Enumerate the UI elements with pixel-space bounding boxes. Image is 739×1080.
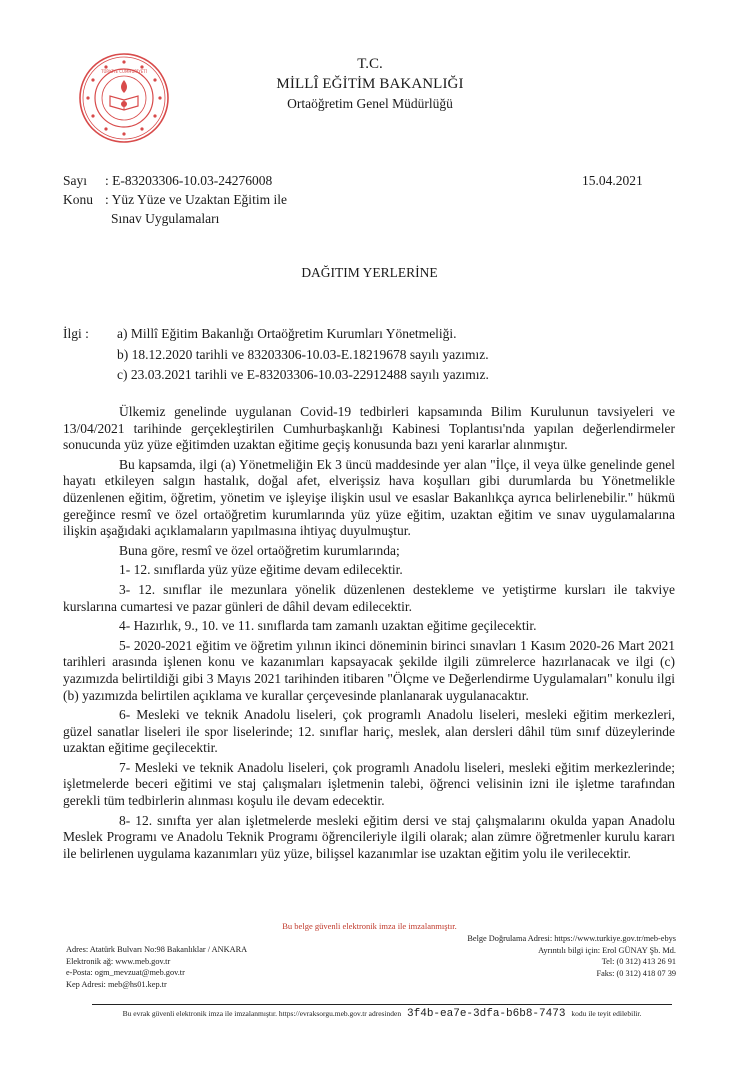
verify-prefix: Bu evrak güvenli elektronik imza ile imzalanmıştır. https://evraksorgu.meb.gov.tr adresinden: [122, 1009, 402, 1018]
reference-text: b) 18.12.2020 tarihli ve 83203306-10.03-E.18219678 sayılı yazımız.: [117, 346, 489, 362]
body-paragraph: 1- 12. sınıflarda yüz yüze eğitime devam edilecektir.: [119, 562, 403, 578]
references: [63, 324, 489, 386]
footer-fax: Faks: (0 312) 418 07 39: [596, 968, 676, 978]
body-paragraph: 6- Mesleki ve teknik Anadolu liseleri, çok programlı Anadolu liseleri, mesleki eğitim merkezleri, güzel sanatlar liseleri ile spor liselerinde; 12. sınıflar hariç, meslek, alan dersleri dâhil tüm sınıf düzeylerinde uzaktan eğitime geçilecektir.: [63, 707, 675, 756]
letterhead-ministry: MİLLÎ EĞİTİM BAKANLIĞI: [276, 76, 464, 92]
konu-indent: [63, 209, 105, 228]
letterhead: [220, 55, 520, 113]
body-paragraph: 4- Hazırlık, 9., 10. ve 11. sınıflarda tam zamanlı uzaktan eğitime geçilecektir.: [119, 618, 537, 634]
references-label: İlgi :: [63, 326, 89, 341]
body-paragraph: 5- 2020-2021 eğitim ve öğretim yılının ikinci döneminin birinci sınavları 1 Kasım 2020-26 Mart 2021 tarihleri arasında işlenen konu ve kazanımları kapsayacak şekilde ilgili zümrelerce hazırlanacak ve ilgi (c) yazımızda belirtildiği gibi 3 Mayıs 2021 tarihinden itibaren "Ölçme ve Değerlendirme Uygulamaları" konulu ilgi (b) yazımızda belirtilen açıklama ve kurallar çerçevesinde planlanarak uygulanacaktır.: [63, 637, 675, 703]
body-paragraph: Bu kapsamda, ilgi (a) Yönetmeliğin Ek 3 üncü maddesinde yer alan "İlçe, il veya ülke genelinde genel hayatı etkileyen salgın hastalık, doğal afet, elverişsiz hava koşulları gibi durumlarda bu Yönetmelikle düzenlenen eğitim, öğretim, yönetim ve işleyişe ilişkin usul ve esaslar Bakanlıkça ayrıca belirlenebilir." hükmü gereğince resmî ve özel ortaöğretim kurumlarında yüz yüze eğitim, uzaktan eğitim ve sınav uygulamalarına ilişkin aşağıdaki açıklamaların yapılmasına ihtiyaç duyulmuştur.: [63, 456, 675, 539]
footer-website[interactable]: Elektronik ağ: www.meb.gov.tr: [66, 956, 171, 966]
letterhead-tc: T.C.: [357, 56, 383, 72]
letter-body: [63, 404, 675, 865]
footer-contact-person: Ayrıntılı bilgi için: Erol GÜNAY Şb. Md.: [538, 945, 676, 955]
svg-text:TÜRKİYE CUMHURİYETİ: TÜRKİYE CUMHURİYETİ: [101, 69, 147, 74]
references-indent: [63, 365, 117, 386]
footer-contact-right: [467, 933, 676, 979]
konu-value-line2: Sınav Uygulamaları: [111, 211, 220, 226]
ministry-seal-icon: [78, 52, 170, 144]
footer-kep: Kep Adresi: meb@hs01.kep.tr: [66, 979, 167, 989]
references-indent: [63, 345, 117, 366]
verify-suffix: kodu ile teyit edilebilir.: [571, 1009, 642, 1018]
footer-address: Adres: Atatürk Bulvarı No:98 Bakanlıklar / ANKARA: [66, 945, 248, 954]
konu-row: [63, 190, 287, 209]
ministry-seal-logo: [78, 52, 170, 144]
konu-row-2: [63, 209, 287, 228]
footer-contact-left: [66, 933, 247, 990]
reference-text: c) 23.03.2021 tarihli ve E-83203306-10.03-22912488 sayılı yazımız.: [117, 367, 489, 382]
body-paragraph: 8- 12. sınıfta yer alan işletmelerde mesleki eğitim dersi ve staj çalışmalarını okulda yapan Anadolu Meslek Programı ve Anadolu Teknik Programı öğrencileriyle ilgili olarak; alan zümre öğretmenler kurulu kararı ile belirlenen uygulama kazanımları yüz yüze, bilişsel kazanımlar ise uzaktan eğitim yolu ile verilecektir.: [63, 812, 675, 861]
konu-value: : Yüz Yüze ve Uzaktan Eğitim ile: [105, 192, 287, 207]
document-date: 15.04.2021: [582, 173, 643, 188]
sayi-value: : E-83203306-10.03-24276008: [105, 173, 273, 188]
footer-email[interactable]: e-Posta: ogm_mevzuat@meb.gov.tr: [66, 968, 185, 978]
body-paragraph: 3- 12. sınıflar ile mezunlara yönelik düzenlenen destekleme ve yetiştirme kursları ile takviye kurslarına cumartesi ve pazar günleri de dâhil devam edilecektir.: [63, 581, 675, 614]
reference-item: [63, 365, 489, 386]
sayi-row: [63, 171, 287, 190]
footer-verify-url[interactable]: Belge Doğrulama Adresi: https://www.turkiye.gov.tr/meb-ebys: [467, 934, 676, 943]
body-paragraph: 7- Mesleki ve teknik Anadolu liseleri, çok programlı Anadolu liseleri, mesleki eğitim merkezlerinde; işletmelerde beceri eğitimi ve staj çalışmaları işletmenin talebi, öğrenci velisinin izni ile işletme tarafından gerekli tüm tedbirlerin alınması koşulu ile devam edecektir.: [63, 759, 675, 809]
footer-verification: [92, 1007, 672, 1021]
reference-item: [63, 324, 489, 345]
sayi-label: Sayı: [63, 173, 88, 188]
footer-phone: Tel: (0 312) 413 26 91: [601, 957, 676, 967]
konu-label: Konu: [63, 192, 93, 207]
document-meta: [63, 171, 287, 228]
reference-text: a) Millî Eğitim Bakanlığı Ortaöğretim Kurumları Yönetmeliği.: [117, 326, 457, 341]
recipients-heading: DAĞITIM YERLERİNE: [301, 265, 438, 280]
verify-code: 3f4b-ea7e-3dfa-b6b8-7473: [407, 1008, 566, 1020]
e-signature-note: Bu belge güvenli elektronik imza ile imzalanmıştır.: [282, 921, 457, 931]
body-paragraph: Ülkemiz genelinde uygulanan Covid-19 tedbirleri kapsamında Bilim Kurulunun tavsiyeleri ve 13/04/2021 tarihinde gerçekleştirilen Cumhurbaşkanlığı Kabinesi Toplantısı'nda yapılan değerlendirmeler sonucunda yüz yüze eğitimden uzaktan eğitime geçiş konusunda bazı yeni kararlar alınmıştır.: [63, 404, 675, 453]
body-paragraph: Buna göre, resmî ve özel ortaöğretim kurumlarında;: [119, 542, 400, 558]
footer-divider: [92, 1004, 672, 1005]
reference-item: [63, 345, 489, 366]
letterhead-directorate: Ortaöğretim Genel Müdürlüğü: [287, 96, 453, 111]
